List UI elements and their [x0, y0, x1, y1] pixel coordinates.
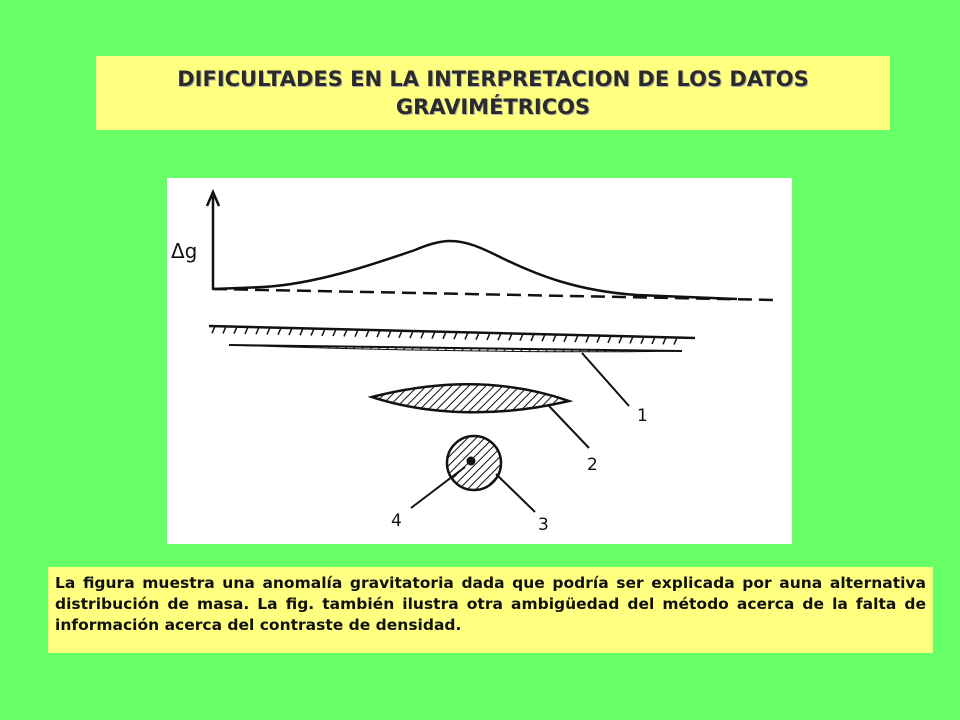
gravity-anomaly-figure — [167, 178, 792, 544]
caption-box — [48, 567, 933, 653]
label-2: 2 — [587, 455, 598, 475]
leader-lines — [411, 353, 629, 512]
axis-label-delta-g: Δg — [171, 239, 198, 263]
label-3: 3 — [538, 515, 549, 535]
title-box — [96, 56, 890, 130]
figure-drawing — [167, 178, 792, 544]
slide-title: DIFICULTADES EN LA INTERPRETACION DE LOS DATOS GRAVIMÉTRICOS — [177, 67, 809, 119]
y-axis — [207, 192, 219, 290]
source-2-lens — [372, 384, 569, 412]
label-1: 1 — [637, 406, 648, 426]
source-1-thin-layer — [209, 326, 695, 352]
source-4-point-mass — [467, 457, 476, 466]
caption-text: La figura muestra una anomalía gravitatoria dada que podría ser explicada por auna alternativa distribución de masa. La fig. también ilustra otra ambigüedad del método acerca de la falta de información acerca del contraste de densidad. — [55, 574, 926, 634]
anomaly-curve — [213, 241, 737, 299]
label-4: 4 — [391, 511, 402, 531]
